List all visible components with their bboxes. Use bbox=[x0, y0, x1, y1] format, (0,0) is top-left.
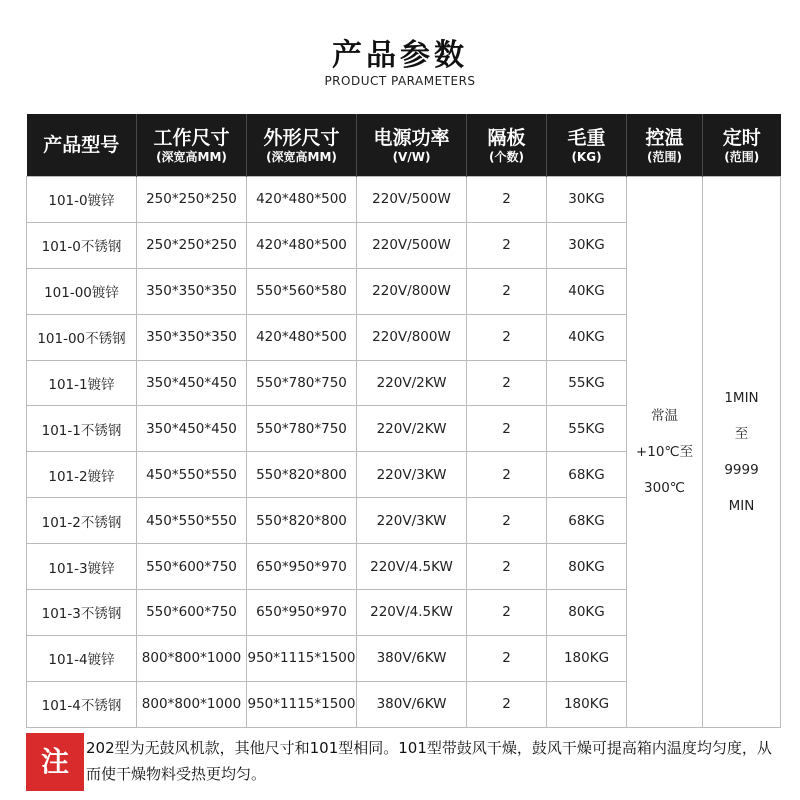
parameters-table bbox=[26, 114, 781, 728]
cell-working-size: 550*600*750 bbox=[137, 544, 247, 590]
cell-gross-weight: 55KG bbox=[547, 360, 627, 406]
cell-gross-weight: 68KG bbox=[547, 452, 627, 498]
header-gross-weight bbox=[547, 114, 627, 177]
cell-power: 220V/3KW bbox=[357, 452, 467, 498]
cell-working-size: 250*250*250 bbox=[137, 177, 247, 223]
cell-outer-size: 650*950*970 bbox=[247, 544, 357, 590]
cell-model: 101-3不锈钢 bbox=[27, 590, 137, 636]
cell-timer-range bbox=[703, 177, 781, 728]
cell-outer-size: 550*820*800 bbox=[247, 498, 357, 544]
cell-power: 220V/800W bbox=[357, 268, 467, 314]
temp-range-line: 300℃ bbox=[644, 479, 685, 496]
cell-gross-weight: 180KG bbox=[547, 635, 627, 681]
cell-outer-size: 550*780*750 bbox=[247, 406, 357, 452]
table-row bbox=[27, 177, 781, 223]
cell-power: 220V/2KW bbox=[357, 360, 467, 406]
cell-gross-weight: 68KG bbox=[547, 498, 627, 544]
cell-power: 220V/3KW bbox=[357, 498, 467, 544]
cell-gross-weight: 80KG bbox=[547, 544, 627, 590]
cell-shelves: 2 bbox=[467, 406, 547, 452]
cell-power: 220V/500W bbox=[357, 222, 467, 268]
cell-outer-size: 950*1115*1500 bbox=[247, 681, 357, 727]
cell-power: 220V/800W bbox=[357, 314, 467, 360]
header-unit: (深宽高MM) bbox=[156, 149, 227, 164]
cell-shelves: 2 bbox=[467, 222, 547, 268]
cell-model: 101-2不锈钢 bbox=[27, 498, 137, 544]
header-unit: (范围) bbox=[724, 149, 760, 164]
cell-model: 101-2镀锌 bbox=[27, 452, 137, 498]
header-unit: (个数) bbox=[489, 149, 524, 164]
header-unit: (深宽高MM) bbox=[266, 149, 337, 164]
cell-outer-size: 950*1115*1500 bbox=[247, 635, 357, 681]
timer-range-line: MIN bbox=[728, 497, 755, 514]
cell-model: 101-00不锈钢 bbox=[27, 314, 137, 360]
temp-range-line: +10℃至 bbox=[635, 443, 694, 460]
cell-temp-range bbox=[627, 177, 703, 728]
cell-working-size: 800*800*1000 bbox=[137, 635, 247, 681]
header-label: 工作尺寸 bbox=[153, 126, 230, 149]
cell-shelves: 2 bbox=[467, 498, 547, 544]
cell-working-size: 350*350*350 bbox=[137, 314, 247, 360]
cell-working-size: 450*550*550 bbox=[137, 498, 247, 544]
cell-model: 101-0镀锌 bbox=[27, 177, 137, 223]
cell-power: 380V/6KW bbox=[357, 635, 467, 681]
cell-shelves: 2 bbox=[467, 452, 547, 498]
header-label: 定时 bbox=[722, 126, 761, 149]
table-body bbox=[27, 177, 781, 728]
timer-range-line: 9999 bbox=[724, 461, 759, 478]
cell-power: 220V/4.5KW bbox=[357, 544, 467, 590]
cell-outer-size: 550*560*580 bbox=[247, 268, 357, 314]
cell-gross-weight: 30KG bbox=[547, 222, 627, 268]
timer-range-line: 至 bbox=[734, 425, 749, 442]
cell-model: 101-4镀锌 bbox=[27, 635, 137, 681]
cell-model: 101-4不锈钢 bbox=[27, 681, 137, 727]
cell-power: 220V/500W bbox=[357, 177, 467, 223]
note-badge: 注 bbox=[26, 733, 84, 791]
cell-model: 101-1不锈钢 bbox=[27, 406, 137, 452]
header-working-size bbox=[137, 114, 247, 177]
cell-power: 220V/2KW bbox=[357, 406, 467, 452]
header-label: 毛重 bbox=[567, 126, 606, 149]
cell-shelves: 2 bbox=[467, 635, 547, 681]
cell-model: 101-3镀锌 bbox=[27, 544, 137, 590]
cell-gross-weight: 55KG bbox=[547, 406, 627, 452]
header-unit: (V/W) bbox=[392, 149, 431, 164]
cell-shelves: 2 bbox=[467, 681, 547, 727]
cell-gross-weight: 180KG bbox=[547, 681, 627, 727]
header-outer-size bbox=[247, 114, 357, 177]
cell-power: 380V/6KW bbox=[357, 681, 467, 727]
cell-power: 220V/4.5KW bbox=[357, 590, 467, 636]
header-label: 电源功率 bbox=[373, 126, 450, 149]
cell-working-size: 450*550*550 bbox=[137, 452, 247, 498]
cell-working-size: 350*350*350 bbox=[137, 268, 247, 314]
cell-outer-size: 420*480*500 bbox=[247, 222, 357, 268]
header-label: 产品型号 bbox=[43, 134, 120, 156]
cell-model: 101-0不锈钢 bbox=[27, 222, 137, 268]
cell-working-size: 350*450*450 bbox=[137, 406, 247, 452]
cell-outer-size: 420*480*500 bbox=[247, 314, 357, 360]
header-label: 外形尺寸 bbox=[263, 126, 340, 149]
note-text: 202型为无鼓风机款，其他尺寸和101型相同。101型带鼓风干燥，鼓风干燥可提高箱内温度均匀度，从而使干燥物料受热更均匀。 bbox=[86, 739, 772, 783]
cell-shelves: 2 bbox=[467, 177, 547, 223]
cell-gross-weight: 30KG bbox=[547, 177, 627, 223]
header-unit: (KG) bbox=[571, 149, 602, 164]
cell-working-size: 250*250*250 bbox=[137, 222, 247, 268]
cell-shelves: 2 bbox=[467, 544, 547, 590]
header-model bbox=[27, 114, 137, 177]
cell-outer-size: 550*820*800 bbox=[247, 452, 357, 498]
cell-model: 101-1镀锌 bbox=[27, 360, 137, 406]
cell-shelves: 2 bbox=[467, 314, 547, 360]
header-timer bbox=[703, 114, 781, 177]
header-shelves bbox=[467, 114, 547, 177]
temp-range-line: 常温 bbox=[651, 407, 678, 424]
cell-working-size: 800*800*1000 bbox=[137, 681, 247, 727]
page-title: 产品参数 bbox=[332, 38, 468, 73]
cell-gross-weight: 40KG bbox=[547, 268, 627, 314]
header-temp-control bbox=[627, 114, 703, 177]
cell-shelves: 2 bbox=[467, 360, 547, 406]
cell-shelves: 2 bbox=[467, 590, 547, 636]
cell-working-size: 350*450*450 bbox=[137, 360, 247, 406]
header-label: 控温 bbox=[645, 126, 684, 149]
cell-model: 101-00镀锌 bbox=[27, 268, 137, 314]
cell-working-size: 550*600*750 bbox=[137, 590, 247, 636]
cell-gross-weight: 40KG bbox=[547, 314, 627, 360]
page-subtitle: PRODUCT PARAMETERS bbox=[324, 74, 476, 88]
header-unit: (范围) bbox=[647, 149, 682, 164]
cell-outer-size: 550*780*750 bbox=[247, 360, 357, 406]
header-label: 隔板 bbox=[487, 126, 526, 149]
cell-gross-weight: 80KG bbox=[547, 590, 627, 636]
table-header-row bbox=[27, 114, 781, 177]
note-box bbox=[26, 733, 780, 791]
cell-outer-size: 420*480*500 bbox=[247, 177, 357, 223]
cell-shelves: 2 bbox=[467, 268, 547, 314]
cell-outer-size: 650*950*970 bbox=[247, 590, 357, 636]
timer-range-line: 1MIN bbox=[724, 389, 759, 406]
header-power bbox=[357, 114, 467, 177]
